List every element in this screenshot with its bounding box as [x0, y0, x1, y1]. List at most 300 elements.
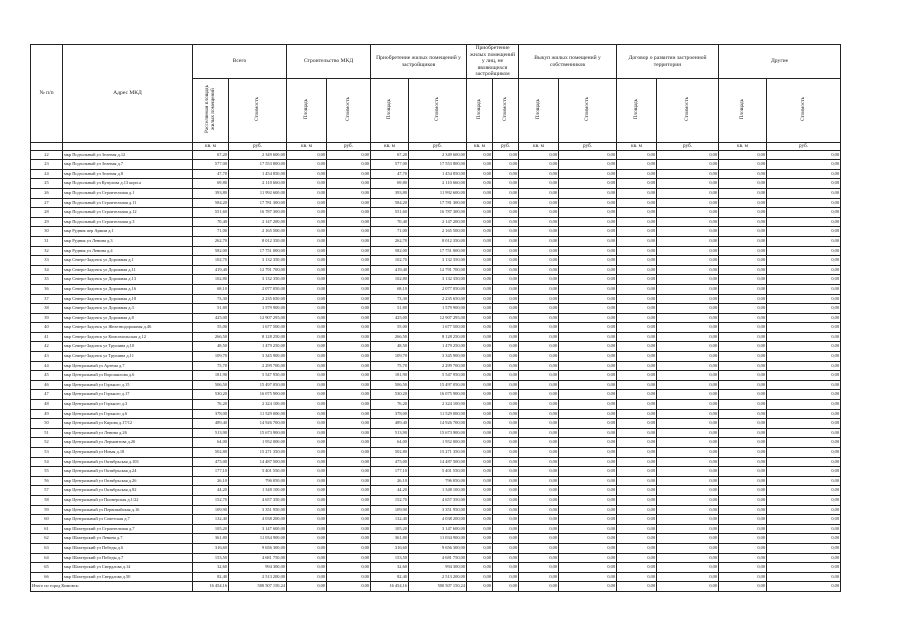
row-value: 5 401 550,00: [409, 467, 467, 477]
row-number: 35: [31, 275, 63, 285]
row-value: 12 791 700,00: [409, 265, 467, 275]
row-value: 0,00: [559, 486, 617, 496]
row-address: мкр Центральный ул Октябрьская д.26: [63, 476, 193, 486]
row-value: 0,00: [657, 352, 719, 362]
row-value: 16 787 300,00: [409, 208, 467, 218]
row-value: 8 012 350,00: [229, 236, 287, 246]
row-value: 0,00: [327, 188, 371, 198]
row-value: 0,00: [559, 294, 617, 304]
row-value: 0,00: [719, 179, 767, 189]
row-value: 0,00: [327, 572, 371, 582]
row-value: 0,00: [287, 495, 327, 505]
row-value: 0,00: [767, 217, 841, 227]
row-value: 0,00: [493, 169, 519, 179]
row-value: 1 579 900,00: [409, 304, 467, 314]
row-value: 0,00: [493, 419, 519, 429]
row-value: 0,00: [719, 236, 767, 246]
table-row: [31, 457, 841, 467]
row-value: 0,00: [617, 400, 657, 410]
row-value: 0,00: [657, 486, 719, 496]
row-value: 0,00: [657, 208, 719, 218]
row-address: мкр Подзольный ул Зеленая д.7: [63, 160, 193, 170]
row-value: 502,80: [371, 448, 409, 458]
row-value: 55,00: [371, 323, 409, 333]
row-number: 59: [31, 505, 63, 515]
row-value: 0,00: [617, 246, 657, 256]
row-address: мкр Северо-Задонск ул Дорожная д.11: [63, 265, 193, 275]
row-value: 0,00: [467, 419, 493, 429]
row-value: 67,20: [193, 150, 229, 160]
row-value: 0,00: [327, 467, 371, 477]
row-value: 0,00: [519, 495, 559, 505]
row-value: 0,00: [519, 246, 559, 256]
row-value: 0,00: [559, 256, 617, 266]
row-value: 0,00: [467, 534, 493, 544]
row-value: 582,00: [193, 246, 229, 256]
row-value: 48,50: [371, 342, 409, 352]
units-blank: [63, 142, 193, 150]
row-value: 0,00: [559, 572, 617, 582]
row-value: 0,00: [767, 188, 841, 198]
row-value: 71,00: [371, 227, 409, 237]
row-value: 0,00: [519, 179, 559, 189]
row-value: 0,00: [327, 428, 371, 438]
row-value: 0,00: [767, 169, 841, 179]
row-address: мкр Рудник ул Ленина д.4: [63, 246, 193, 256]
row-value: 0,00: [493, 304, 519, 314]
row-value: 0,00: [467, 265, 493, 275]
row-value: 2 349 600,00: [409, 150, 467, 160]
row-value: 0,00: [617, 198, 657, 208]
row-value: 0,00: [287, 524, 327, 534]
row-value: 0,00: [467, 505, 493, 515]
row-value: 2 324 100,00: [409, 400, 467, 410]
row-value: 32,60: [371, 563, 409, 573]
row-value: 0,00: [657, 304, 719, 314]
row-value: 0,00: [287, 323, 327, 333]
row-value: 796 050,00: [409, 476, 467, 486]
row-address: мкр Центральный ул Горького д.3: [63, 400, 193, 410]
row-value: 425,00: [371, 313, 409, 323]
units-cell: руб.: [327, 142, 371, 150]
row-value: 102,80: [371, 275, 409, 285]
row-value: 0,00: [519, 563, 559, 573]
row-value: 0,00: [467, 160, 493, 170]
row-value: 0,00: [767, 400, 841, 410]
row-value: 0,00: [719, 572, 767, 582]
row-value: 0,00: [767, 457, 841, 467]
row-value: 0,00: [467, 543, 493, 553]
header-group-other: Другие: [719, 45, 841, 79]
row-value: 0,00: [467, 515, 493, 525]
row-value: 0,00: [767, 256, 841, 266]
row-value: 0,00: [467, 438, 493, 448]
row-address: мкр Подзольный ул Строительная д.3: [63, 217, 193, 227]
row-value: 0,00: [493, 495, 519, 505]
row-value: 0,00: [767, 246, 841, 256]
row-value: 0,00: [493, 313, 519, 323]
row-value: 419,40: [193, 265, 229, 275]
row-value: 17 781 300,00: [229, 198, 287, 208]
row-value: 17 751 000,00: [409, 246, 467, 256]
row-value: 0,00: [719, 304, 767, 314]
row-value: 0,00: [493, 534, 519, 544]
row-value: 5 547 950,00: [229, 371, 287, 381]
row-value: 0,00: [467, 409, 493, 419]
row-value: 16 075 900,00: [229, 390, 287, 400]
row-value: 0,00: [493, 179, 519, 189]
row-value: 0,00: [559, 400, 617, 410]
row-value: 0,00: [493, 217, 519, 227]
row-value: 0,00: [657, 524, 719, 534]
row-value: 11 034 900,00: [409, 534, 467, 544]
row-value: 0,00: [767, 313, 841, 323]
table-row: [31, 265, 841, 275]
row-value: 0,00: [719, 380, 767, 390]
row-value: 489,40: [371, 419, 409, 429]
row-value: 0,00: [617, 563, 657, 573]
row-value: 44,20: [371, 486, 409, 496]
row-value: 0,00: [287, 390, 327, 400]
subheader-label: Площадь: [302, 98, 309, 120]
row-value: 582,00: [371, 246, 409, 256]
row-value: 0,00: [327, 227, 371, 237]
row-value: 0,00: [657, 409, 719, 419]
row-value: 0,00: [559, 198, 617, 208]
table-row: [31, 323, 841, 333]
row-number: 25: [31, 179, 63, 189]
row-value: 11 529 000,00: [229, 409, 287, 419]
row-value: 15 271 350,00: [409, 448, 467, 458]
row-value: 2 299 700,00: [229, 361, 287, 371]
row-value: 0,00: [493, 486, 519, 496]
row-address: мкр Шахтерский ул Победы д.7: [63, 553, 193, 563]
total-value: 0,00: [467, 582, 493, 592]
table-row: [31, 169, 841, 179]
row-address: мкр Северо-Задонск ул Железнодорожная д.46: [63, 323, 193, 333]
subheader-cost: [657, 79, 719, 143]
subheader-cost: [229, 79, 287, 143]
row-value: 0,00: [327, 543, 371, 553]
row-value: 1 579 900,00: [229, 304, 287, 314]
row-value: 0,00: [519, 515, 559, 525]
row-address: мкр Центральный ул Лермонтова д.26: [63, 438, 193, 448]
row-value: 2 165 500,00: [229, 227, 287, 237]
row-value: 0,00: [493, 150, 519, 160]
row-value: 47,70: [371, 169, 409, 179]
row-value: 47,70: [193, 169, 229, 179]
row-value: 0,00: [559, 217, 617, 227]
row-value: 0,00: [493, 563, 519, 573]
subheader-area: [519, 79, 559, 143]
row-value: 0,00: [559, 342, 617, 352]
row-value: 513,90: [193, 428, 229, 438]
row-value: 0,00: [493, 265, 519, 275]
row-value: 0,00: [767, 543, 841, 553]
row-value: 75,70: [193, 361, 229, 371]
row-value: 4 681 750,00: [229, 553, 287, 563]
row-value: 0,00: [467, 294, 493, 304]
row-value: 502,80: [193, 448, 229, 458]
row-value: 0,00: [657, 188, 719, 198]
row-value: 0,00: [559, 304, 617, 314]
row-value: 0,00: [657, 275, 719, 285]
row-value: 0,00: [519, 457, 559, 467]
row-number: 46: [31, 380, 63, 390]
row-value: 0,00: [719, 169, 767, 179]
row-value: 0,00: [617, 524, 657, 534]
row-value: 0,00: [719, 428, 767, 438]
row-value: 0,00: [617, 457, 657, 467]
row-value: 0,00: [617, 467, 657, 477]
row-address: мкр Центральный ул Горького д.6: [63, 409, 193, 419]
row-value: 0,00: [767, 198, 841, 208]
row-number: 43: [31, 352, 63, 362]
row-value: 0,00: [519, 534, 559, 544]
row-value: 0,00: [767, 332, 841, 342]
row-value: 425,00: [193, 313, 229, 323]
row-value: 0,00: [327, 294, 371, 304]
row-value: 0,00: [519, 332, 559, 342]
row-value: 0,00: [657, 495, 719, 505]
row-value: 506,50: [371, 380, 409, 390]
row-value: 0,00: [287, 284, 327, 294]
row-value: 489,40: [193, 419, 229, 429]
row-value: 82,40: [371, 572, 409, 582]
row-value: 44,20: [193, 486, 229, 496]
row-value: 0,00: [287, 150, 327, 160]
row-value: 0,00: [519, 217, 559, 227]
row-value: 0,00: [657, 553, 719, 563]
table-row: [31, 419, 841, 429]
row-number: 37: [31, 294, 63, 304]
row-value: 0,00: [657, 342, 719, 352]
row-value: 2 147 200,00: [409, 217, 467, 227]
row-value: 0,00: [327, 150, 371, 160]
total-row: [31, 582, 841, 592]
row-number: 54: [31, 457, 63, 467]
row-value: 4 681 750,00: [409, 553, 467, 563]
row-value: 105,20: [371, 524, 409, 534]
row-value: 0,00: [657, 179, 719, 189]
row-value: 419,40: [371, 265, 409, 275]
row-address: мкр Центральный ул Октябрьская д.92: [63, 486, 193, 496]
row-value: 71,00: [193, 227, 229, 237]
row-value: 0,00: [617, 217, 657, 227]
row-value: 0,00: [657, 390, 719, 400]
row-value: 0,00: [767, 208, 841, 218]
row-value: 0,00: [493, 342, 519, 352]
row-value: 0,00: [287, 198, 327, 208]
row-value: 0,00: [287, 294, 327, 304]
row-value: 0,00: [327, 515, 371, 525]
row-value: 0,00: [617, 505, 657, 515]
row-address: мкр Центральный ул Пионерская д.1/22: [63, 495, 193, 505]
row-value: 0,00: [467, 428, 493, 438]
row-value: 0,00: [657, 246, 719, 256]
subheader-area: [193, 79, 229, 143]
table-row: [31, 543, 841, 553]
table-row: [31, 553, 841, 563]
row-value: 2 299 700,00: [409, 361, 467, 371]
row-value: 0,00: [657, 448, 719, 458]
row-value: 73,30: [371, 294, 409, 304]
row-value: 0,00: [327, 332, 371, 342]
table-row: [31, 495, 841, 505]
row-value: 0,00: [559, 419, 617, 429]
row-value: 67,20: [371, 150, 409, 160]
row-number: 60: [31, 515, 63, 525]
row-value: 994 300,00: [409, 563, 467, 573]
row-value: 0,00: [559, 208, 617, 218]
row-value: 0,00: [719, 448, 767, 458]
row-value: 0,00: [559, 227, 617, 237]
row-value: 0,00: [559, 246, 617, 256]
row-value: 0,00: [519, 486, 559, 496]
total-value: 500 507 150,24: [229, 582, 287, 592]
row-value: 1 348 100,00: [409, 486, 467, 496]
row-value: 266,50: [371, 332, 409, 342]
row-value: 0,00: [467, 188, 493, 198]
row-value: 0,00: [287, 236, 327, 246]
row-value: 0,00: [617, 553, 657, 563]
row-number: 27: [31, 198, 63, 208]
row-address: мкр Северо-Задонск ул Дорожная д.16: [63, 284, 193, 294]
row-value: 14 487 500,00: [409, 457, 467, 467]
row-value: 0,00: [287, 352, 327, 362]
row-value: 0,00: [327, 275, 371, 285]
resettlement-table: [30, 44, 841, 592]
row-value: 0,00: [719, 390, 767, 400]
row-value: 0,00: [657, 380, 719, 390]
subheader-label: Стоимость: [253, 97, 260, 121]
row-number: 51: [31, 428, 63, 438]
row-value: 0,00: [287, 246, 327, 256]
row-value: 0,00: [657, 572, 719, 582]
row-value: 0,00: [327, 457, 371, 467]
row-value: 0,00: [559, 495, 617, 505]
row-value: 2 513 200,00: [229, 572, 287, 582]
row-value: 64,00: [193, 438, 229, 448]
row-value: 0,00: [287, 515, 327, 525]
row-value: 0,00: [519, 323, 559, 333]
row-number: 66: [31, 572, 63, 582]
row-value: 0,00: [719, 515, 767, 525]
row-value: 0,00: [657, 284, 719, 294]
row-value: 3 345 900,00: [229, 352, 287, 362]
row-value: 2 235 650,00: [409, 294, 467, 304]
row-value: 0,00: [519, 524, 559, 534]
row-value: 0,00: [519, 265, 559, 275]
row-value: 0,00: [719, 275, 767, 285]
report-sheet: [30, 44, 840, 592]
row-value: 0,00: [617, 208, 657, 218]
row-value: 0,00: [467, 208, 493, 218]
row-value: 0,00: [287, 534, 327, 544]
row-value: 316,60: [193, 543, 229, 553]
row-value: 0,00: [719, 313, 767, 323]
row-value: 0,00: [617, 160, 657, 170]
header-group-territory: Договор о развитии застроенной территории: [617, 45, 719, 79]
row-value: 0,00: [519, 160, 559, 170]
row-number: 48: [31, 400, 63, 410]
row-address: мкр Северо-Задонск ул Трушина д.10: [63, 342, 193, 352]
header-group-buyout: Выкуп жилых помещений у собственников: [519, 45, 617, 79]
table-row: [31, 515, 841, 525]
total-value: 500 507 150,24: [409, 582, 467, 592]
row-value: 0,00: [327, 342, 371, 352]
row-value: 0,00: [327, 217, 371, 227]
total-label: Итого по город Кимовск:: [31, 582, 193, 592]
row-value: 0,00: [519, 419, 559, 429]
row-value: 0,00: [617, 150, 657, 160]
row-value: 0,00: [493, 524, 519, 534]
row-value: 0,00: [617, 380, 657, 390]
row-value: 0,00: [287, 572, 327, 582]
row-value: 0,00: [287, 217, 327, 227]
row-number: 33: [31, 256, 63, 266]
row-value: 0,00: [519, 400, 559, 410]
row-value: 0,00: [287, 179, 327, 189]
row-value: 0,00: [519, 553, 559, 563]
row-value: 0,00: [327, 160, 371, 170]
table-row: [31, 361, 841, 371]
row-address: мкр Северо-Задонск ул Дорожная д.13: [63, 275, 193, 285]
row-value: 796 050,00: [229, 476, 287, 486]
row-value: 0,00: [559, 409, 617, 419]
row-value: 0,00: [287, 188, 327, 198]
row-value: 0,00: [657, 505, 719, 515]
row-number: 61: [31, 524, 63, 534]
row-value: 55,00: [193, 323, 229, 333]
table-row: [31, 352, 841, 362]
row-value: 15 271 350,00: [229, 448, 287, 458]
table-row: [31, 342, 841, 352]
subheader-label: Площадь: [385, 98, 392, 120]
row-value: 14 926 700,00: [409, 419, 467, 429]
row-value: 102,80: [193, 275, 229, 285]
table-row: [31, 371, 841, 381]
subheader-cost: [327, 79, 371, 143]
row-value: 0,00: [767, 265, 841, 275]
row-value: 4 038 200,00: [409, 515, 467, 525]
row-value: 0,00: [767, 495, 841, 505]
row-number: 56: [31, 476, 63, 486]
row-value: 70,40: [371, 217, 409, 227]
row-value: 0,00: [767, 563, 841, 573]
row-value: 0,00: [519, 256, 559, 266]
row-value: 0,00: [327, 505, 371, 515]
row-value: 0,00: [327, 246, 371, 256]
table-row: [31, 572, 841, 582]
total-value: 0,00: [617, 582, 657, 592]
row-value: 0,00: [519, 409, 559, 419]
row-value: 0,00: [767, 476, 841, 486]
row-value: 0,00: [657, 476, 719, 486]
row-value: 11 992 600,00: [229, 188, 287, 198]
row-value: 153,50: [371, 553, 409, 563]
row-value: 0,00: [467, 332, 493, 342]
row-value: 0,00: [287, 208, 327, 218]
row-value: 0,00: [287, 428, 327, 438]
row-value: 994 300,00: [229, 563, 287, 573]
row-value: 0,00: [657, 150, 719, 160]
row-value: 0,00: [719, 495, 767, 505]
table-row: [31, 563, 841, 573]
total-value: 0,00: [519, 582, 559, 592]
row-value: 0,00: [559, 150, 617, 160]
row-value: 584,20: [193, 198, 229, 208]
